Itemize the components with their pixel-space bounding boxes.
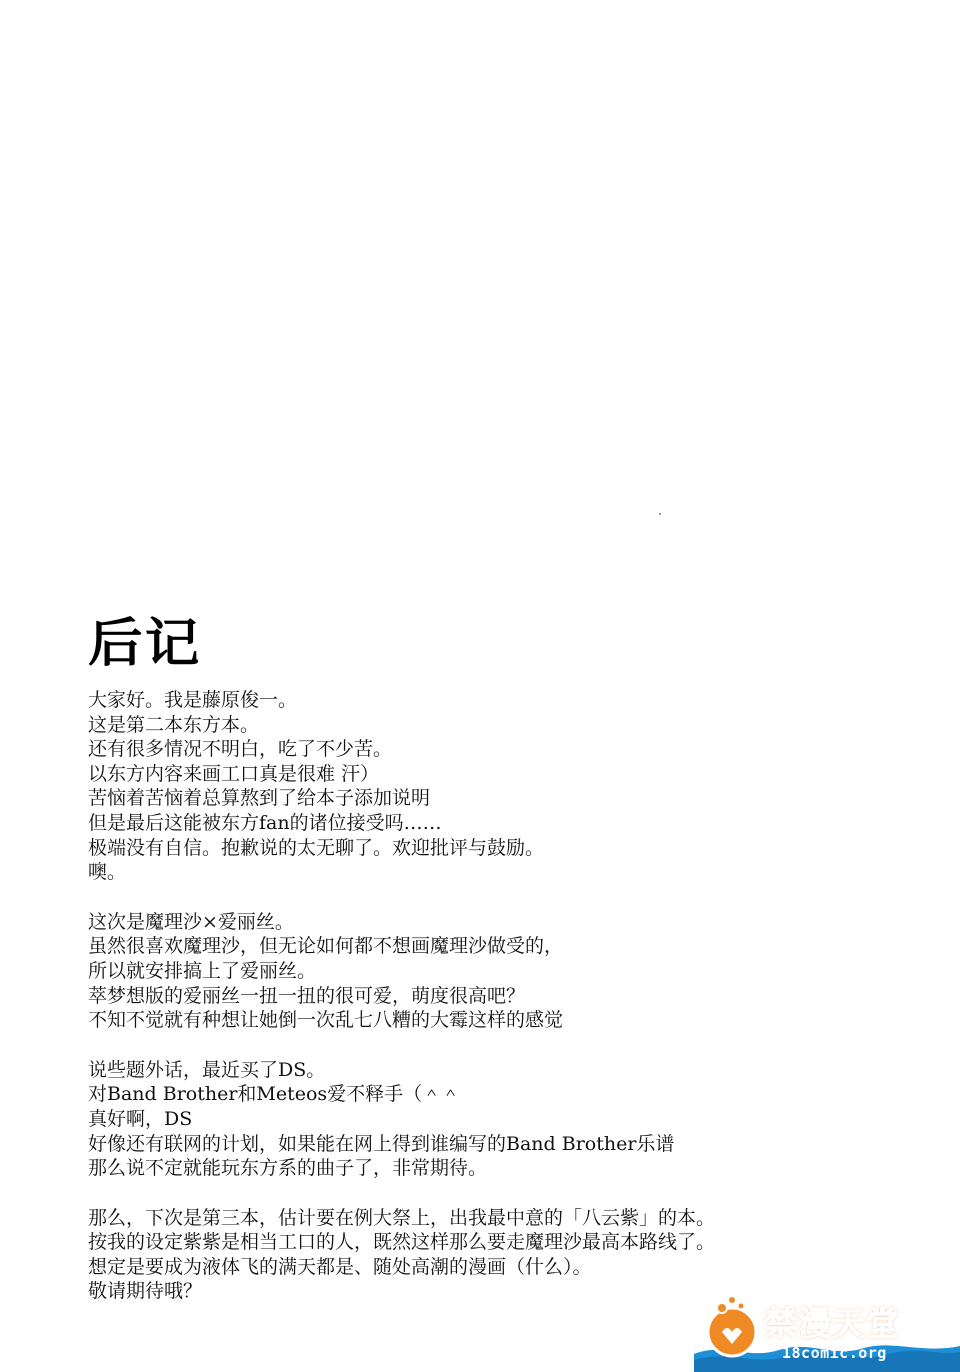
watermark-brand: 禁漫天堂 <box>764 1304 900 1343</box>
page-title: 后记 <box>88 614 202 674</box>
text-line: 萃梦想版的爱丽丝一扭一扭的很可爱，萌度很高吧？ <box>88 984 526 1007</box>
text-line: 不知不觉就有种想让她倒一次乱七八糟的大霉这样的感觉 <box>88 1009 564 1032</box>
paragraph <box>88 910 888 1033</box>
text-line: 虽然很喜欢魔理沙，但无论如何都不想画魔理沙做受的， <box>88 935 564 958</box>
text-line: 这是第二本东方本。 <box>88 713 260 736</box>
text-line: 大家好。我是藤原俊一。 <box>88 689 298 711</box>
text-line: 想定是要成为液体飞的满天都是、随处高潮的漫画（什么）。 <box>88 1255 592 1278</box>
text-line: 好像还有联网的计划，如果能在网上得到谁编写的Band Brother乐谱 <box>88 1132 675 1155</box>
text-line: 还有很多情况不明白，吃了不少苦。 <box>88 738 393 761</box>
text-line: 所以就安排搞上了爱丽丝。 <box>88 959 317 982</box>
afterword-body <box>88 688 888 1329</box>
text-line: 但是最后这能被东方fan的诸位接受吗…… <box>88 811 442 834</box>
text-line: 敬请期待哦？ <box>88 1280 203 1303</box>
paragraph <box>88 688 888 885</box>
text-line: 苦恼着苦恼着总算熬到了给本子添加说明 <box>88 787 431 810</box>
text-line: 这次是魔理沙×爱丽丝。 <box>88 910 294 933</box>
scan-speck <box>659 513 661 515</box>
text-line: 以东方内容来画工口真是很难 汗） <box>88 762 380 785</box>
text-line: 那么，下次是第三本，估计要在例大祭上，出我最中意的「八云紫」的本。 <box>88 1206 716 1229</box>
text-line: 按我的设定紫紫是相当工口的人，既然这样那么要走魔理沙最高本路线了。 <box>88 1231 716 1254</box>
watermark-url: 18comic.org <box>782 1344 887 1362</box>
text-line: 说些题外话，最近买了DS。 <box>88 1058 326 1081</box>
text-line: 真好啊，DS <box>88 1107 193 1130</box>
text-line: 极端没有自信。抱歉说的太无聊了。欢迎批评与鼓励。 <box>88 836 545 859</box>
watermark <box>694 1290 960 1372</box>
paragraph <box>88 1058 888 1181</box>
text-line: 那么说不定就能玩东方系的曲子了，非常期待。 <box>88 1157 488 1180</box>
text-line: 噢。 <box>88 861 127 884</box>
text-line: 对Band Brother和Meteos爱不释手（＾＾ <box>88 1083 461 1106</box>
whale-logo-icon <box>696 1292 766 1358</box>
